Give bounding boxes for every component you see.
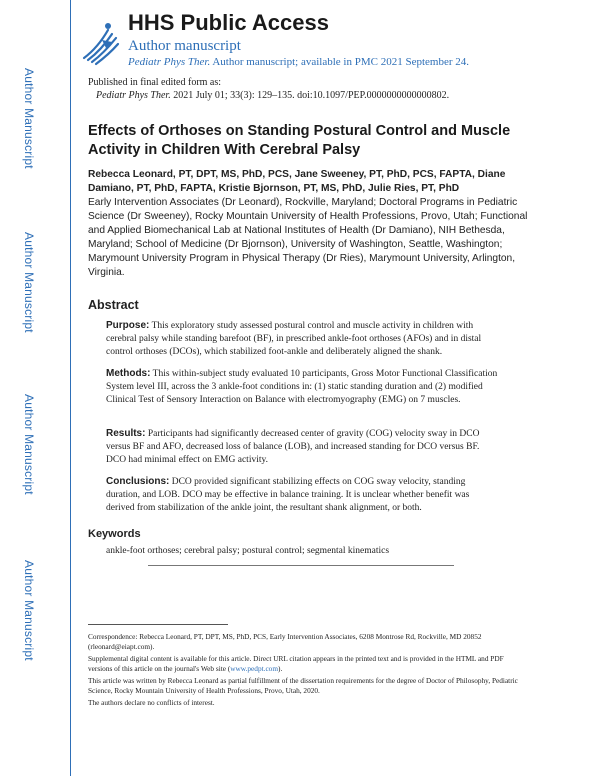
side-label-author-manuscript: Author Manuscript <box>22 232 36 333</box>
published-in-label: Published in final edited form as: <box>88 77 222 88</box>
side-label-author-manuscript: Author Manuscript <box>22 394 36 495</box>
footnote-dissertation: This article was written by Rebecca Leonard as partial fulfillment of the dissertation requirements for the degree of Doctor of Philosophy, Pediatric Science, Rocky Mountain University of Health Professions, Provo, Utah, 2020. <box>88 676 518 695</box>
supplemental-text: Supplemental digital content is available for this article. Direct URL citation appears in the printed text and is provided in the HTML and PDF versions of this article on the journal's Web site ( <box>88 654 504 673</box>
side-label-author-manuscript: Author Manuscript <box>22 560 36 661</box>
purpose-label: Purpose: <box>106 320 150 331</box>
side-label-author-manuscript: Author Manuscript <box>22 68 36 169</box>
availability-text: Author manuscript; available in PMC 2021 September 24. <box>212 56 469 68</box>
abstract-conclusions <box>106 476 500 514</box>
supplemental-end: ). <box>278 664 283 673</box>
article-title: Effects of Orthoses on Standing Postural Control and Muscle Activity in Children With Cerebral Palsy <box>88 123 511 158</box>
citation-journal: Pediatr Phys Ther. <box>96 90 171 101</box>
author-manuscript-subtitle: Author manuscript <box>128 38 241 54</box>
abstract-methods <box>106 368 500 406</box>
publication-info <box>88 76 449 102</box>
citation-line <box>88 89 449 102</box>
author-names: Rebecca Leonard, PT, DPT, MS, PhD, PCS, Jane Sweeney, PT, PhD, PCS, FAPTA, Diane Damiano, PT, PhD, FAPTA, Kristie Bjornson, PT, MS, PhD, Julie Ries, PT, PhD <box>88 169 506 194</box>
abstract-results <box>106 428 500 466</box>
journal-website-link[interactable]: www.pedpt.com <box>230 664 279 673</box>
keywords-heading: Keywords <box>88 528 141 540</box>
methods-text: This within-subject study evaluated 10 participants, Gross Motor Functional Classification System level III, across the 3 ankle-foot conditions in: (1) static standing duration and (2) modified Clinical Test of Sensory Interaction on Balance with electromyography (EMG) on 7 muscles. <box>106 369 498 405</box>
conclusions-label: Conclusions: <box>106 476 170 487</box>
journal-abbrev: Pediatr Phys Ther. <box>128 56 211 68</box>
footnote-conflicts: The authors declare no conflicts of interest. <box>88 698 215 707</box>
methods-label: Methods: <box>106 368 151 379</box>
author-block <box>88 168 540 280</box>
hhs-eagle-logo-icon <box>78 12 122 68</box>
footnote-correspondence: Correspondence: Rebecca Leonard, PT, DPT, MS, PhD, PCS, Early Intervention Associates, 6208 Montrose Rd, Rockville, MD 20852 (rleonard@eiapt.com). <box>88 632 482 651</box>
journal-availability-note <box>128 56 469 68</box>
results-text: Participants had significantly decreased center of gravity (COG) velocity sway in DCO versus BF and AFO, decreased loss of balance (LOB), and increased standing for DCO versus BF. DCO had minimal effect on EMG activity. <box>106 429 480 465</box>
abstract-purpose <box>106 320 500 358</box>
keywords-divider <box>148 565 454 566</box>
conclusions-text: DCO provided significant stabilizing effects on COG sway velocity, standing duration, and LOB. DCO may be effective in balance training. It is unclear whether benefit was derived from stabilization of the ankle joint, the resultant shank alignment, or both. <box>106 477 470 513</box>
hhs-public-access-title: HHS Public Access <box>128 10 329 35</box>
margin-rule <box>70 0 71 776</box>
author-affiliations: Early Intervention Associates (Dr Leonard), Rockville, Maryland; Doctoral Programs in Pediatric Science (Dr Sweeney), Rocky Mountain University of Health Professions, Provo, Utah; Functional and Applied Biomechanical Lab at National Institutes of Health (Dr Damiano), NIH Bethesda, Maryland; School of Medicine (Dr Bjornson), University of Washington, Seattle, Washington; Marymount University Program in Physical Therapy (Dr Ries), Marymount University, Arlington, Virginia. <box>88 197 528 278</box>
citation-details: 2021 July 01; 33(3): 129–135. doi:10.1097/PEP.0000000000000802. <box>173 90 450 101</box>
purpose-text: This exploratory study assessed postural control and muscle activity in children with cerebral palsy while standing barefoot (BF), in prescribed ankle-foot orthoses (AFOs) and in distal control orthoses (DCOs), which stabilized foot-ankle and deliberately aligned the shank. <box>106 321 482 357</box>
keywords-text: ankle-foot orthoses; cerebral palsy; postural control; segmental kinematics <box>106 546 390 556</box>
footnote-divider <box>88 624 228 625</box>
results-label: Results: <box>106 428 146 439</box>
footnote-supplemental <box>88 654 518 674</box>
abstract-heading: Abstract <box>88 298 139 312</box>
